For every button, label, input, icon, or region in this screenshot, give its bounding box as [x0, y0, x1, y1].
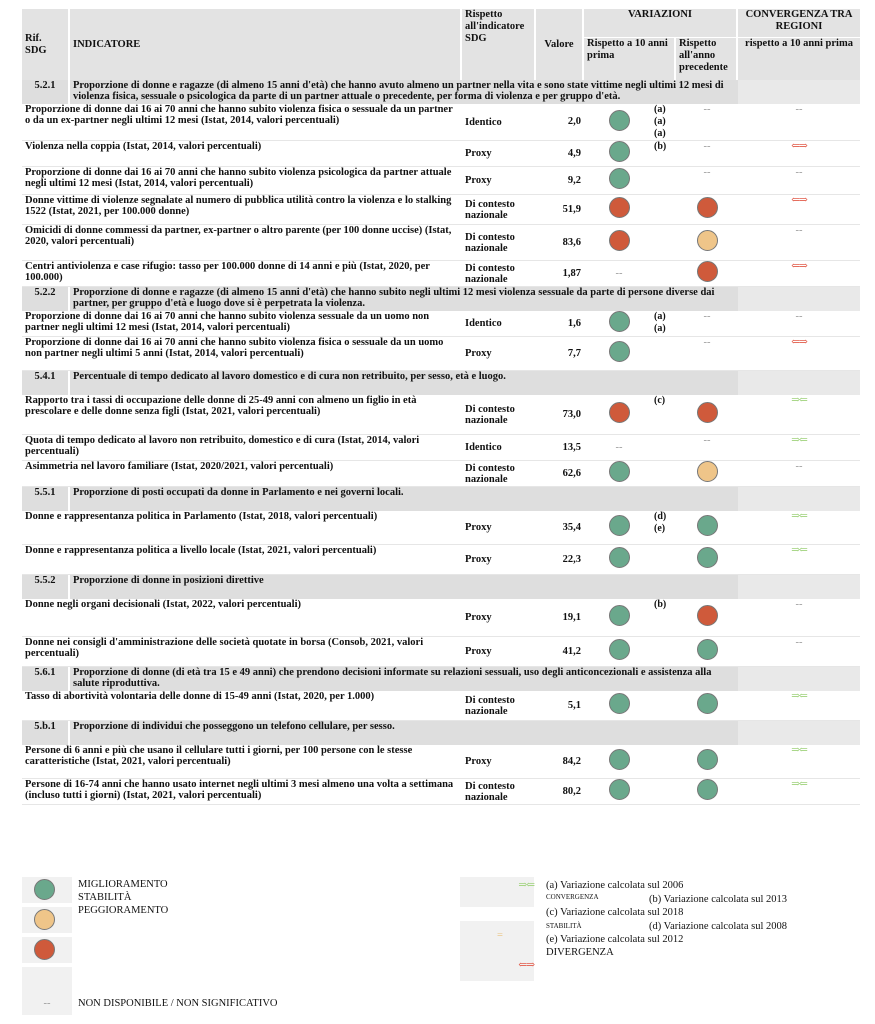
indicator-relation: Proxy	[462, 167, 536, 195]
improvement-dot-icon	[609, 110, 630, 131]
not-available-symbol: --	[703, 337, 711, 348]
improvement-dot-icon	[697, 515, 718, 536]
divergence-icon: ⇐⇒	[791, 195, 807, 206]
indicator-value: 41,2	[536, 637, 584, 667]
legend-convergenza-icon: ⇒⇐	[518, 880, 534, 891]
convergence-cell	[738, 141, 860, 167]
variation-10y-cell	[584, 141, 654, 167]
not-available-symbol: --	[703, 311, 711, 322]
convergence-cell	[738, 167, 860, 195]
indicator-name: Donne vittime di violenze segnalate al numero di pubblica utilità contro la violenza e lo stalking 1522 (Istat, 2021, per 100.000 donne)	[22, 195, 462, 225]
variation-10y-cell	[584, 104, 654, 141]
convergence-icon: ⇒⇐	[791, 435, 807, 446]
header-convergenza-sub: rispetto a 10 anni prima	[738, 38, 860, 80]
stability-dot-icon	[697, 461, 718, 482]
not-available-symbol: --	[795, 599, 803, 610]
indicator-value: 51,9	[536, 195, 584, 225]
variation-10y-cell	[584, 461, 654, 487]
variation-10y-cell	[584, 779, 654, 805]
indicator-value: 2,0	[536, 104, 584, 141]
indicator-relation: Di contesto nazionale	[462, 225, 536, 261]
indicator-name: Donne e rappresentanza politica in Parlamento (Istat, 2018, valori percentuali)	[22, 511, 462, 545]
variation-note	[654, 545, 676, 575]
improvement-dot-icon	[609, 779, 630, 800]
variation-year-cell	[676, 637, 738, 667]
indicator-relation: Di contesto nazionale	[462, 779, 536, 805]
legend-yellow-dot	[34, 909, 55, 930]
indicator-relation: Di contesto nazionale	[462, 395, 536, 435]
section-spacer	[738, 487, 860, 511]
not-available-symbol: --	[795, 225, 803, 236]
improvement-dot-icon	[609, 515, 630, 536]
variation-year-cell	[676, 779, 738, 805]
improvement-dot-icon	[697, 639, 718, 660]
section-row	[22, 667, 860, 691]
convergence-cell	[738, 261, 860, 287]
variation-10y-cell	[584, 745, 654, 779]
variation-10y-cell	[584, 225, 654, 261]
variation-note	[654, 337, 676, 371]
variation-note	[654, 691, 676, 721]
stability-dot-icon	[697, 230, 718, 251]
section-row	[22, 721, 860, 745]
indicator-value: 9,2	[536, 167, 584, 195]
improvement-dot-icon	[697, 693, 718, 714]
variation-10y-cell	[584, 545, 654, 575]
table-row	[22, 599, 860, 637]
variation-10y-cell	[584, 599, 654, 637]
indicator-value: 19,1	[536, 599, 584, 637]
variation-year-cell	[676, 261, 738, 287]
not-available-symbol: --	[795, 311, 803, 322]
variation-note	[654, 745, 676, 779]
header-valore: Valore	[536, 9, 584, 80]
variation-year-cell	[676, 511, 738, 545]
variation-10y-cell	[584, 395, 654, 435]
variation-10y-cell	[584, 435, 654, 461]
legend-peggioramento: PEGGIORAMENTO	[78, 905, 169, 916]
indicator-value: 35,4	[536, 511, 584, 545]
divergence-icon: ⇐⇒	[791, 141, 807, 152]
indicator-name: Proporzione di donne dai 16 ai 70 anni che hanno subito violenza psicologica da partner attuale negli ultimi 12 mesi (Istat, 2014, valori percentuali)	[22, 167, 462, 195]
variation-10y-cell	[584, 337, 654, 371]
section-row	[22, 575, 860, 599]
table-row	[22, 195, 860, 225]
section-spacer	[738, 721, 860, 745]
table-row	[22, 745, 860, 779]
section-title: Proporzione di posti occupati da donne in Parlamento e nei governi locali.	[70, 487, 738, 511]
section-code: 5.4.1	[22, 371, 70, 395]
sdg-indicator-table	[22, 9, 860, 805]
indicator-name: Proporzione di donne dai 16 ai 70 anni che hanno subito violenza fisica o sessuale da un uomo non partner negli ultimi 5 anni (Istat, 2014, valori percentuali)	[22, 337, 462, 371]
convergence-cell	[738, 225, 860, 261]
indicator-relation: Identico	[462, 104, 536, 141]
not-available-symbol: --	[795, 637, 803, 648]
indicator-name: Persone di 16-74 anni che hanno usato internet negli ultimi 3 mesi almeno una volta a settimana (incluso tutti i giorni) (Istat, 2021, valori percentuali)	[22, 779, 462, 805]
variation-year-cell	[676, 435, 738, 461]
indicator-relation: Proxy	[462, 337, 536, 371]
section-title: Proporzione di donne e ragazze (di almeno 15 anni d'età) che hanno avuto almeno un partner nella vita e sono state vittime negli ultimi 12 mesi di violenza fisica, sessuale o psicologica da parte di un partner attuale o precedente, per forma di violenza e per gruppo d'età.	[70, 80, 738, 104]
variation-note: (b)	[654, 141, 676, 167]
indicator-name: Proporzione di donne dai 16 ai 70 anni che hanno subito violenza fisica o sessuale da un partner o da un ex-partner negli ultimi 12 mesi (Istat, 2014, valori percentuali)	[22, 104, 462, 141]
legend	[22, 877, 860, 1017]
improvement-dot-icon	[609, 547, 630, 568]
variation-year-cell	[676, 691, 738, 721]
variation-10y-cell	[584, 691, 654, 721]
improvement-dot-icon	[697, 749, 718, 770]
legend-note-d: (d) Variazione calcolata sul 2008	[649, 921, 788, 932]
variation-10y-cell	[584, 195, 654, 225]
legend-divergenza-swatch	[460, 951, 534, 981]
table-row	[22, 167, 860, 195]
indicator-value: 1,6	[536, 311, 584, 337]
not-available-symbol: --	[795, 167, 803, 178]
indicator-relation: Di contesto nazionale	[462, 195, 536, 225]
worsening-dot-icon	[609, 197, 630, 218]
indicator-name: Tasso di abortività volontaria delle donne di 15-49 anni (Istat, 2020, per 1.000)	[22, 691, 462, 721]
legend-note-a: (a) Variazione calcolata sul 2006	[546, 880, 684, 891]
indicator-relation: Identico	[462, 435, 536, 461]
worsening-dot-icon	[697, 605, 718, 626]
indicator-name: Donne negli organi decisionali (Istat, 2022, valori percentuali)	[22, 599, 462, 637]
legend-convergenza-swatch	[460, 877, 534, 907]
legend-divergenza-label: DIVERGENZA	[546, 947, 614, 958]
legend-nd-swatch	[22, 993, 72, 1015]
improvement-dot-icon	[609, 693, 630, 714]
indicator-relation: Proxy	[462, 141, 536, 167]
indicator-name: Centri antiviolenza e case rifugio: tasso per 100.000 donne di 14 anni e più (Istat, 2020, per 100.000)	[22, 261, 462, 287]
not-available-symbol: --	[795, 104, 803, 115]
table-row	[22, 637, 860, 667]
variation-note: (a) (a) (a)	[654, 104, 676, 141]
variation-year-cell	[676, 141, 738, 167]
convergence-cell	[738, 311, 860, 337]
indicator-name: Rapporto tra i tassi di occupazione delle donne di 25-49 anni con almeno un figlio in età prescolare e delle donne senza figli (Istat, 2021, valori percentuali)	[22, 395, 462, 435]
worsening-dot-icon	[609, 230, 630, 251]
table-row	[22, 461, 860, 487]
section-spacer	[738, 287, 860, 311]
improvement-dot-icon	[609, 341, 630, 362]
variation-note	[654, 435, 676, 461]
variation-year-cell	[676, 167, 738, 195]
indicator-value: 62,6	[536, 461, 584, 487]
table-row	[22, 225, 860, 261]
worsening-dot-icon	[609, 402, 630, 423]
convergence-cell	[738, 637, 860, 667]
indicator-name: Omicidi di donne commessi da partner, ex-partner o altro parente (per 100 donne uccise) (Istat, 2020, valori percentuali)	[22, 225, 462, 261]
section-row	[22, 371, 860, 395]
table-header-row-1	[22, 9, 860, 38]
variation-year-cell	[676, 311, 738, 337]
variation-note	[654, 195, 676, 225]
convergence-cell	[738, 599, 860, 637]
header-rif: Rif. SDG	[22, 9, 70, 80]
table-row	[22, 691, 860, 721]
table-row	[22, 511, 860, 545]
legend-swatch	[22, 967, 72, 993]
variation-10y-cell	[584, 511, 654, 545]
variation-note: (c)	[654, 395, 676, 435]
improvement-dot-icon	[609, 749, 630, 770]
variation-10y-cell	[584, 311, 654, 337]
section-spacer	[738, 371, 860, 395]
header-rispetto: Rispetto all'indicatore SDG	[462, 9, 536, 80]
section-spacer	[738, 667, 860, 691]
variation-year-cell	[676, 337, 738, 371]
legend-non-disponibile: NON DISPONIBILE / NON SIGNIFICATIVO	[78, 998, 278, 1009]
convergence-cell	[738, 195, 860, 225]
variation-year-cell	[676, 395, 738, 435]
convergence-cell	[738, 545, 860, 575]
divergence-icon: ⇐⇒	[791, 337, 807, 348]
section-code: 5.5.2	[22, 575, 70, 599]
variation-year-cell	[676, 545, 738, 575]
variation-note: (d) (e)	[654, 511, 676, 545]
improvement-dot-icon	[609, 311, 630, 332]
improvement-dot-icon	[609, 141, 630, 162]
header-rispetto-anno: Rispetto all'anno precedente	[676, 38, 738, 80]
convergence-cell	[738, 461, 860, 487]
convergence-cell	[738, 511, 860, 545]
indicator-value: 80,2	[536, 779, 584, 805]
indicator-name: Proporzione di donne dai 16 ai 70 anni che hanno subito violenza sessuale da un uomo non partner negli ultimi 12 mesi (Istat, 2014, valori percentuali)	[22, 311, 462, 337]
legend-green-dot	[34, 879, 55, 900]
indicator-relation: Proxy	[462, 511, 536, 545]
indicator-value: 84,2	[536, 745, 584, 779]
divergence-icon: ⇐⇒	[791, 261, 807, 272]
indicator-name: Asimmetria nel lavoro familiare (Istat, 2020/2021, valori percentuali)	[22, 461, 462, 487]
section-spacer	[738, 575, 860, 599]
variation-note: (b)	[654, 599, 676, 637]
convergence-icon: ⇒⇐	[791, 511, 807, 522]
not-available-symbol: --	[703, 167, 711, 178]
indicator-name: Violenza nella coppia (Istat, 2014, valori percentuali)	[22, 141, 462, 167]
legend-stabilita-label: STABILITÀ	[546, 922, 582, 930]
variation-year-cell	[676, 225, 738, 261]
indicator-value: 1,87	[536, 261, 584, 287]
indicator-relation: Proxy	[462, 637, 536, 667]
section-row	[22, 487, 860, 511]
variation-year-cell	[676, 104, 738, 141]
convergence-cell	[738, 691, 860, 721]
section-spacer	[738, 80, 860, 104]
indicator-value: 4,9	[536, 141, 584, 167]
convergence-cell	[738, 395, 860, 435]
section-code: 5.6.1	[22, 667, 70, 691]
section-code: 5.b.1	[22, 721, 70, 745]
improvement-dot-icon	[609, 168, 630, 189]
indicator-name: Persone di 6 anni e più che usano il cellulare tutti i giorni, per 100 persone con le stesse caratteristiche (Istat, 2021, valori percentuali)	[22, 745, 462, 779]
variation-year-cell	[676, 461, 738, 487]
table-row	[22, 141, 860, 167]
not-available-symbol: --	[703, 141, 711, 152]
convergence-cell	[738, 104, 860, 141]
table-row	[22, 311, 860, 337]
section-row	[22, 80, 860, 104]
legend-divergenza-icon: ⇐⇒	[518, 960, 534, 971]
indicator-relation: Proxy	[462, 745, 536, 779]
variation-note	[654, 637, 676, 667]
variation-note	[654, 261, 676, 287]
indicator-name: Donne e rappresentanza politica a livello locale (Istat, 2021, valori percentuali)	[22, 545, 462, 575]
legend-nd-symbol: --	[43, 998, 51, 1009]
variation-10y-cell	[584, 637, 654, 667]
improvement-dot-icon	[697, 547, 718, 568]
table-row	[22, 337, 860, 371]
worsening-dot-icon	[697, 402, 718, 423]
convergence-cell	[738, 435, 860, 461]
legend-red-dot	[34, 939, 55, 960]
variation-10y-cell	[584, 261, 654, 287]
indicator-value: 73,0	[536, 395, 584, 435]
convergence-icon: ⇒⇐	[791, 395, 807, 406]
convergence-icon: ⇒⇐	[791, 545, 807, 556]
variation-note	[654, 461, 676, 487]
legend-note-e: (e) Variazione calcolata sul 2012	[546, 934, 684, 945]
indicator-name: Quota di tempo dedicato al lavoro non retribuito, domestico e di cura (Istat, 2014, valori percentuali)	[22, 435, 462, 461]
table-row	[22, 104, 860, 141]
table-row	[22, 261, 860, 287]
not-available-symbol: --	[615, 441, 623, 453]
indicator-value: 5,1	[536, 691, 584, 721]
indicator-relation: Di contesto nazionale	[462, 261, 536, 287]
indicator-relation: Di contesto nazionale	[462, 691, 536, 721]
table-row	[22, 435, 860, 461]
legend-note-c: (c) Variazione calcolata sul 2018	[546, 907, 684, 918]
variation-year-cell	[676, 195, 738, 225]
legend-stabilita-icon: =	[497, 930, 503, 941]
section-title: Proporzione di donne (di età tra 15 e 49 anni) che prendono decisioni informate su relazioni sessuali, uso degli anticoncezionali e assistenza alla salute riproduttiva.	[70, 667, 738, 691]
indicator-relation: Di contesto nazionale	[462, 461, 536, 487]
convergence-icon: ⇒⇐	[791, 745, 807, 756]
section-code: 5.5.1	[22, 487, 70, 511]
convergence-icon: ⇒⇐	[791, 779, 807, 790]
section-code: 5.2.1	[22, 80, 70, 104]
indicator-value: 83,6	[536, 225, 584, 261]
section-title: Proporzione di donne in posizioni direttive	[70, 575, 738, 599]
header-rispetto-10: Rispetto a 10 anni prima	[584, 38, 676, 80]
variation-note	[654, 167, 676, 195]
convergence-cell	[738, 337, 860, 371]
indicator-name: Donne nei consigli d'amministrazione delle società quotate in borsa (Consob, 2021, valori percentuali)	[22, 637, 462, 667]
legend-convergenza-label: CONVERGENZA	[546, 893, 599, 901]
legend-miglioramento: MIGLIORAMENTO	[78, 879, 168, 890]
improvement-dot-icon	[609, 605, 630, 626]
variation-note: (a) (a)	[654, 311, 676, 337]
variation-note	[654, 779, 676, 805]
indicator-relation: Proxy	[462, 545, 536, 575]
header-indicatore: INDICATORE	[70, 9, 462, 80]
improvement-dot-icon	[697, 779, 718, 800]
not-available-symbol: --	[795, 461, 803, 472]
not-available-symbol: --	[703, 104, 711, 115]
section-row	[22, 287, 860, 311]
indicator-value: 7,7	[536, 337, 584, 371]
improvement-dot-icon	[609, 461, 630, 482]
header-convergenza: CONVERGENZA TRA REGIONI	[738, 9, 860, 38]
worsening-dot-icon	[697, 261, 718, 282]
not-available-symbol: --	[615, 267, 623, 279]
variation-10y-cell	[584, 167, 654, 195]
legend-note-b: (b) Variazione calcolata sul 2013	[649, 894, 788, 905]
table-row	[22, 395, 860, 435]
indicator-relation: Identico	[462, 311, 536, 337]
section-title: Proporzione di individui che posseggono un telefono cellulare, per sesso.	[70, 721, 738, 745]
indicator-value: 13,5	[536, 435, 584, 461]
variation-year-cell	[676, 599, 738, 637]
convergence-icon: ⇒⇐	[791, 691, 807, 702]
legend-stabilita: STABILITÀ	[78, 892, 132, 903]
variation-year-cell	[676, 745, 738, 779]
variation-note	[654, 225, 676, 261]
indicator-relation: Proxy	[462, 599, 536, 637]
convergence-cell	[738, 745, 860, 779]
table-row	[22, 545, 860, 575]
not-available-symbol: --	[703, 435, 711, 446]
section-title: Proporzione di donne e ragazze (di almeno 15 anni d'età) che hanno subito negli ultimi 12 mesi violenza sessuale da parte di persone diverse dai partner, per gruppo d'età e luogo dove si è perpetrata la violenza.	[70, 287, 738, 311]
section-code: 5.2.2	[22, 287, 70, 311]
header-variazioni: VARIAZIONI	[584, 9, 738, 38]
worsening-dot-icon	[697, 197, 718, 218]
convergence-cell	[738, 779, 860, 805]
table-row	[22, 779, 860, 805]
section-title: Percentuale di tempo dedicato al lavoro domestico e di cura non retribuito, per sesso, età e luogo.	[70, 371, 738, 395]
indicator-value: 22,3	[536, 545, 584, 575]
improvement-dot-icon	[609, 639, 630, 660]
